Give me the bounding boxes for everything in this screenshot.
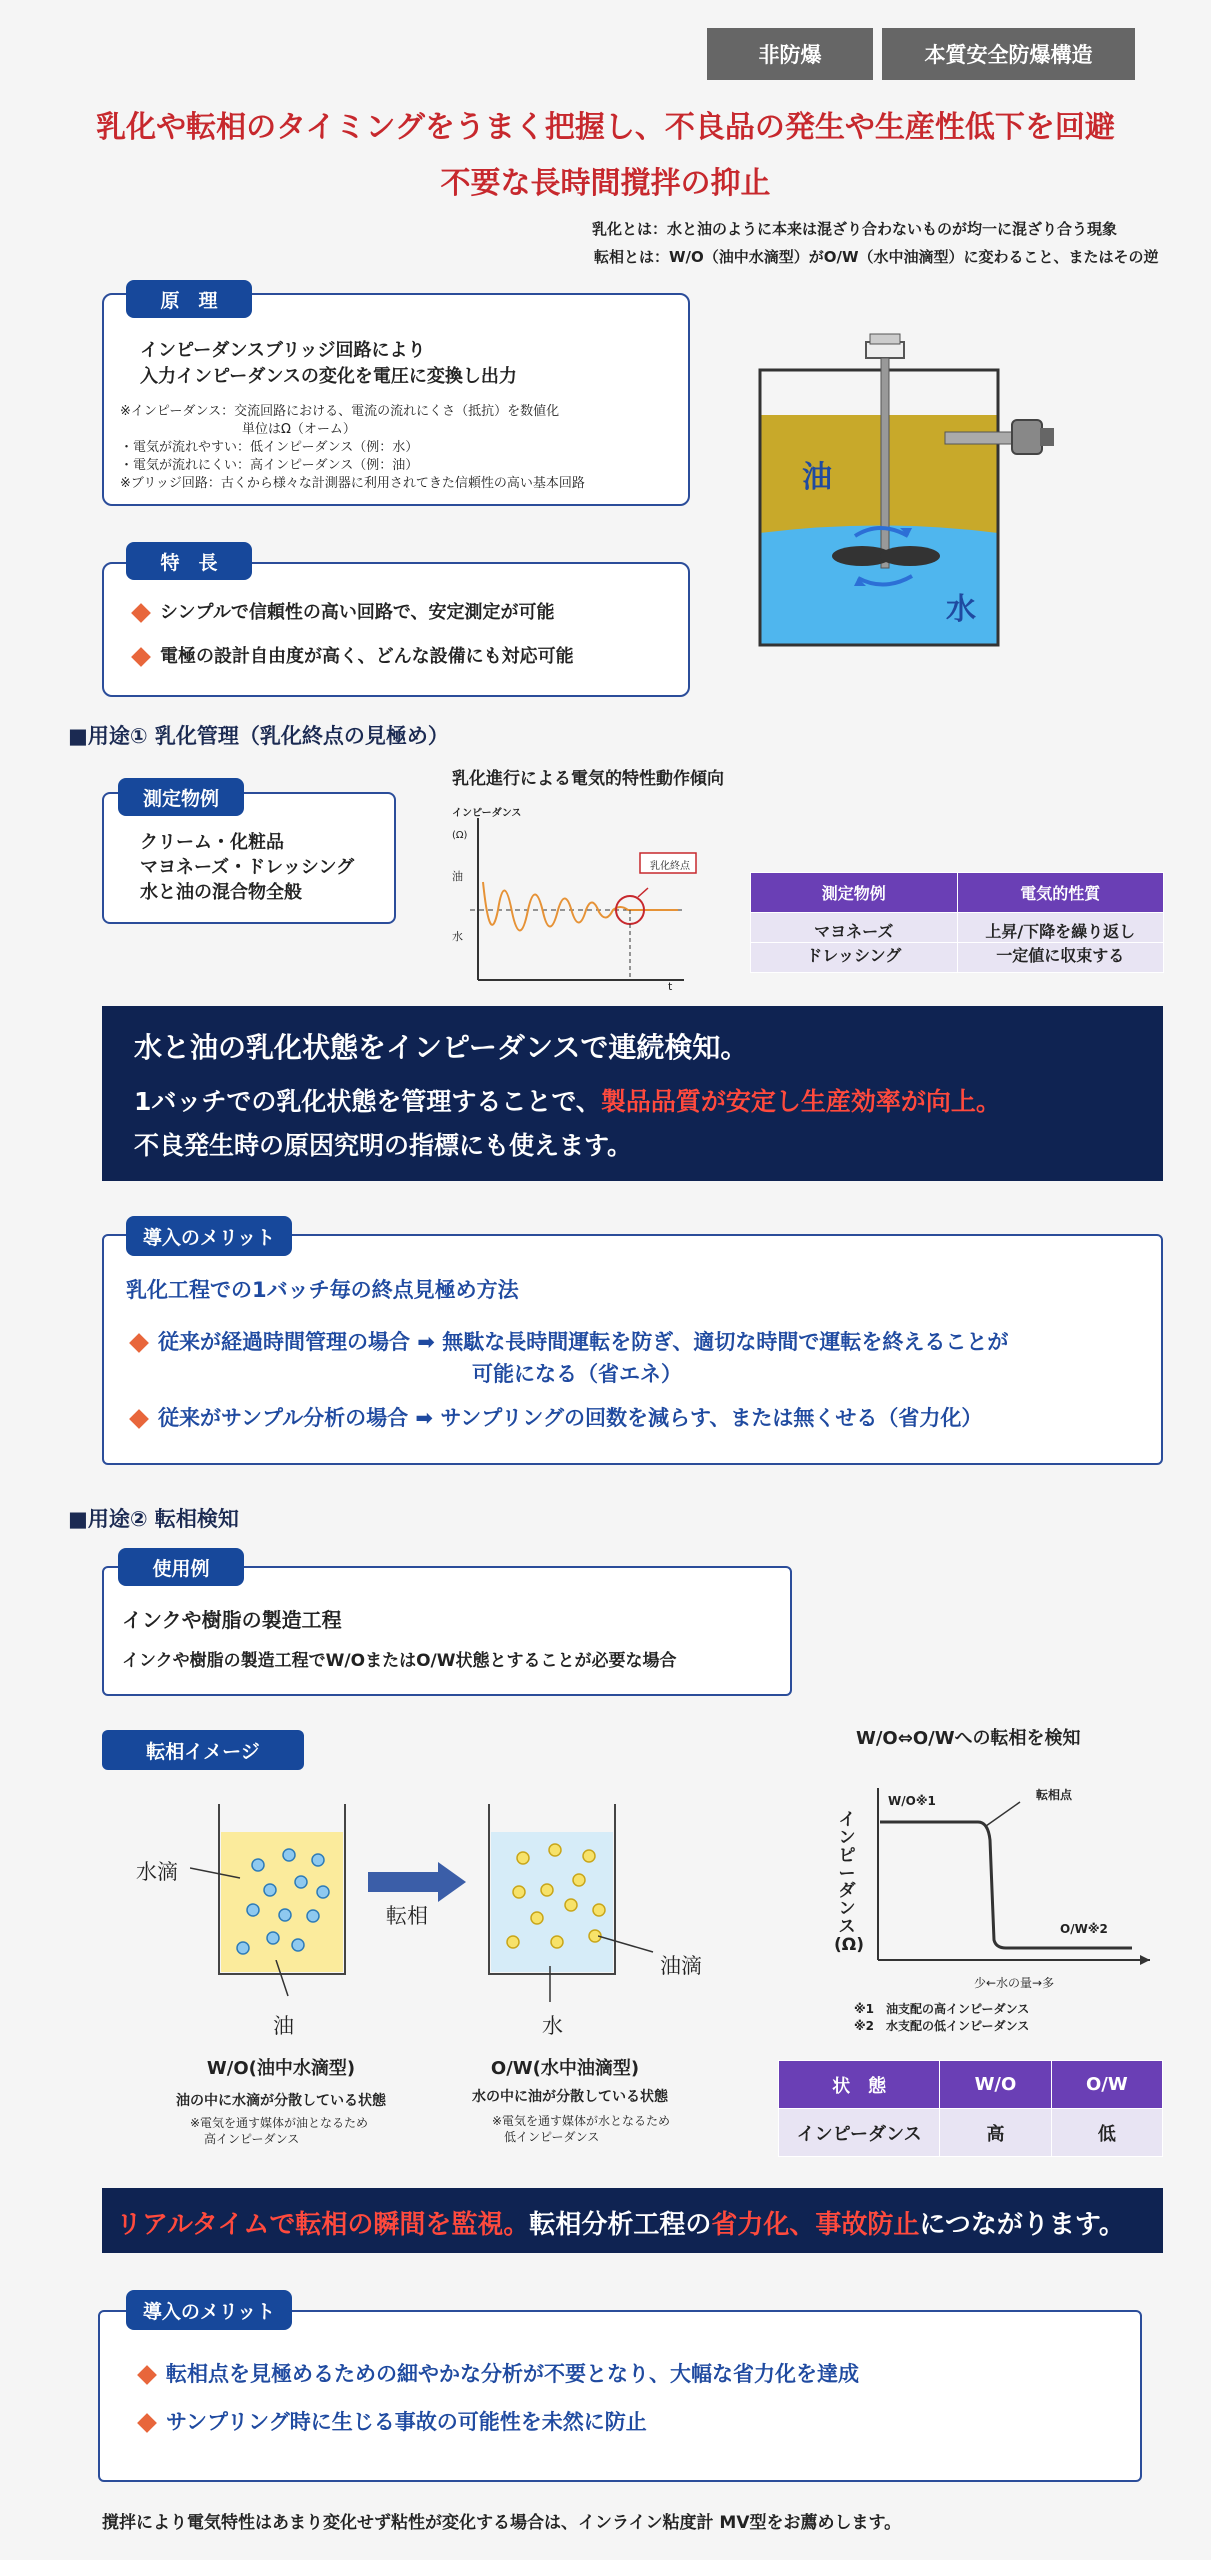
principle-line-1: インピーダンスブリッジ回路により [140,340,426,361]
use2-heading: ■用途② 転相検知 [68,1507,239,1531]
graph-ow-label: O/W※2 [1060,1922,1108,1936]
principle-label: 原 理 [126,280,252,318]
graph-wo-label: W/O※1 [888,1794,936,1808]
wo-note-1: ※電気を通す媒体が油となるため [190,2116,369,2130]
emulsion-tank-illustration [750,330,1070,655]
wo-title: W/O(油中水滴型) [206,2058,356,2079]
water-label: 水 [542,2014,563,2038]
principle-note-4: ・電気が流れにくい：高インピーダンス（例：油） [120,458,419,473]
pointer-line [270,1960,300,2000]
use1-example-item: マヨネーズ・ドレッシング [140,857,355,878]
table-cell: 一定値に収束する [957,943,1164,973]
tag-intrinsic-safety: 本質安全防爆構造 [882,28,1135,80]
merit2-item: 転相点を見極めるための細やかな分析が不要となり、大幅な省力化を達成 [140,2358,859,2388]
chart-callout-endpoint: 乳化終点 [650,861,690,872]
table-header: 状 態 [779,2061,940,2109]
merit1-title: 乳化工程での1バッチ毎の終点見極め方法 [126,1278,519,1302]
feature-item: 電極の設計自由度が高く、どんな設備にも対応可能 [134,642,574,668]
merit1-item: 従来が経過時間管理の場合 ➡ 無駄な長時間運転を防ぎ、適切な時間で運転を終えることが [132,1326,1008,1356]
ow-note-2: 低インピーダンス [504,2130,600,2144]
pointer-line [190,1860,250,1890]
merit2-label: 導入のメリット [126,2290,292,2330]
ow-note-1: ※電気を通す媒体が水となるため [492,2114,671,2128]
wo-beaker [215,1800,350,1980]
features-label: 特 長 [126,542,252,580]
pointer-line [540,1966,560,2006]
footer-note: 撹拌により電気特性はあまり変化せず粘性が変化する場合は、インライン粘度計 MV型をお薦めします。 [102,2513,902,2533]
band1-line-1: 水と油の乳化状態をインピーダンスで連続検知。 [134,1031,749,1064]
graph-title: W/O⇔O/Wへの転相を検知 [856,1728,1081,1749]
diamond-bullet-icon [131,603,151,623]
water-drop-label: 水滴 [136,1860,178,1884]
principle-line-2: 入力インピーダンスの変化を電圧に変換し出力 [140,366,517,387]
band1-line-2: 1バッチでの乳化状態を管理することで、製品品質が安定し生産効率が向上。 [134,1087,1001,1116]
merit1-label: 導入のメリット [126,1216,292,1256]
chart-oil-tick: 油 [452,870,463,883]
use1-chart-title: 乳化進行による電気的特性動作傾向 [452,769,724,789]
table-header: 測定物例 [751,873,958,913]
wo-note-2: 高インピーダンス [204,2132,300,2146]
graph-x-label: 少←水の量→多 [974,1976,1055,1990]
table-cell: インピーダンス [779,2109,940,2157]
use2-title: インクや樹脂の製造工程 [122,1608,342,1632]
diamond-bullet-icon [137,2413,157,2433]
ow-description: 水の中に油が分散している状態 [472,2089,668,2105]
principle-note-3: ・電気が流れやすい：低インピーダンス（例：水） [120,440,419,455]
use2-example-label: 使用例 [118,1548,244,1586]
principle-note-2: 単位はΩ（オーム） [242,422,356,437]
use1-heading: ■用途① 乳化管理（乳化終点の見極め） [68,724,449,748]
diamond-bullet-icon [137,2365,157,2385]
merit2-box [98,2310,1142,2482]
principle-note-1: ※インピーダンス：交流回路における、電流の流れにくさ（抵抗）を数値化 [120,404,560,419]
tag-non-explosion-proof: 非防爆 [707,28,873,80]
headline-1: 乳化や転相のタイミングをうまく把握し、不良品の発生や生産性低下を回避 [96,110,1115,145]
chart-water-tick: 水 [452,930,463,943]
table-cell: 高 [940,2109,1051,2157]
definition-emulsion: 乳化とは：水と油のように本来は混ざり合わないものが均一に混ざり合う現象 [592,220,1118,238]
phase-inversion-graph [870,1780,1160,1980]
headline-2: 不要な長時間撹拌の抑止 [440,166,771,201]
chart-y-unit: (Ω) [452,830,468,841]
use1-example-item: クリーム・化粧品 [140,832,284,853]
graph-inversion-point: 転相点 [1036,1788,1073,1802]
phase-arrow-icon [368,1862,468,1902]
chart-x-label: t [668,980,673,993]
band2-text: リアルタイムで転相の瞬間を監視。転相分析工程の省力化、事故防止につながります。 [116,2210,1125,2240]
table-cell: ドレッシング [751,943,958,973]
use2-description: インクや樹脂の製造工程でW/OまたはO/W状態とすることが必要な場合 [122,1651,677,1671]
chart-y-label: インピーダンス [452,808,522,819]
tank-water-label: 水 [946,592,976,627]
use1-property-table [750,872,1164,973]
use1-example-item: 水と油の混合物全般 [140,882,302,903]
phase-image-label: 転相イメージ [102,1730,304,1770]
table-header: 電気的性質 [957,873,1164,913]
table-header: W/O [940,2061,1051,2109]
merit1-item: 従来がサンプル分析の場合 ➡ サンプリングの回数を減らす、または無くせる（省力化） [132,1402,982,1432]
phase-state-table [778,2060,1163,2157]
merit2-item: サンプリング時に生じる事故の可能性を未然に防止 [140,2406,647,2436]
oil-label: 油 [273,2014,294,2038]
diamond-bullet-icon [129,1333,149,1353]
definition-phase-inversion: 転相とは：W/O（油中水滴型）がO/W（水中油滴型）に変わること、またはその逆 [594,248,1159,266]
graph-y-label: インピーダンス(Ω) [834,1810,864,1955]
use1-examples-label: 測定物例 [118,778,244,816]
table-cell: 低 [1051,2109,1162,2157]
band1-line-3: 不良発生時の原因究明の指標にも使えます。 [134,1131,633,1160]
principle-note-5: ※ブリッジ回路：古くから様々な計測器に利用されてきた信頼性の高い基本回路 [120,476,585,491]
merit1-item-continued: 可能になる（省エネ） [472,1362,682,1386]
table-cell: 上昇/下降を繰り返し [957,913,1164,943]
diamond-bullet-icon [131,647,151,667]
wo-description: 油の中に水滴が分散している状態 [176,2093,386,2109]
graph-note-2: ※2 水支配の低インピーダンス [854,2019,1030,2033]
oil-drop-label: 油滴 [660,1954,702,1978]
ow-title: O/W(水中油滴型) [490,2058,640,2079]
diamond-bullet-icon [129,1409,149,1429]
emulsion-trend-chart [448,800,698,995]
tank-oil-label: 油 [802,460,832,495]
features-box [102,562,690,697]
graph-note-1: ※1 油支配の高インピーダンス [854,2002,1030,2016]
table-cell: マヨネーズ [751,913,958,943]
feature-item: シンプルで信頼性の高い回路で、安定測定が可能 [134,598,554,624]
table-header: O/W [1051,2061,1162,2109]
pointer-line [598,1930,658,1960]
phase-arrow-label: 転相 [386,1904,428,1928]
